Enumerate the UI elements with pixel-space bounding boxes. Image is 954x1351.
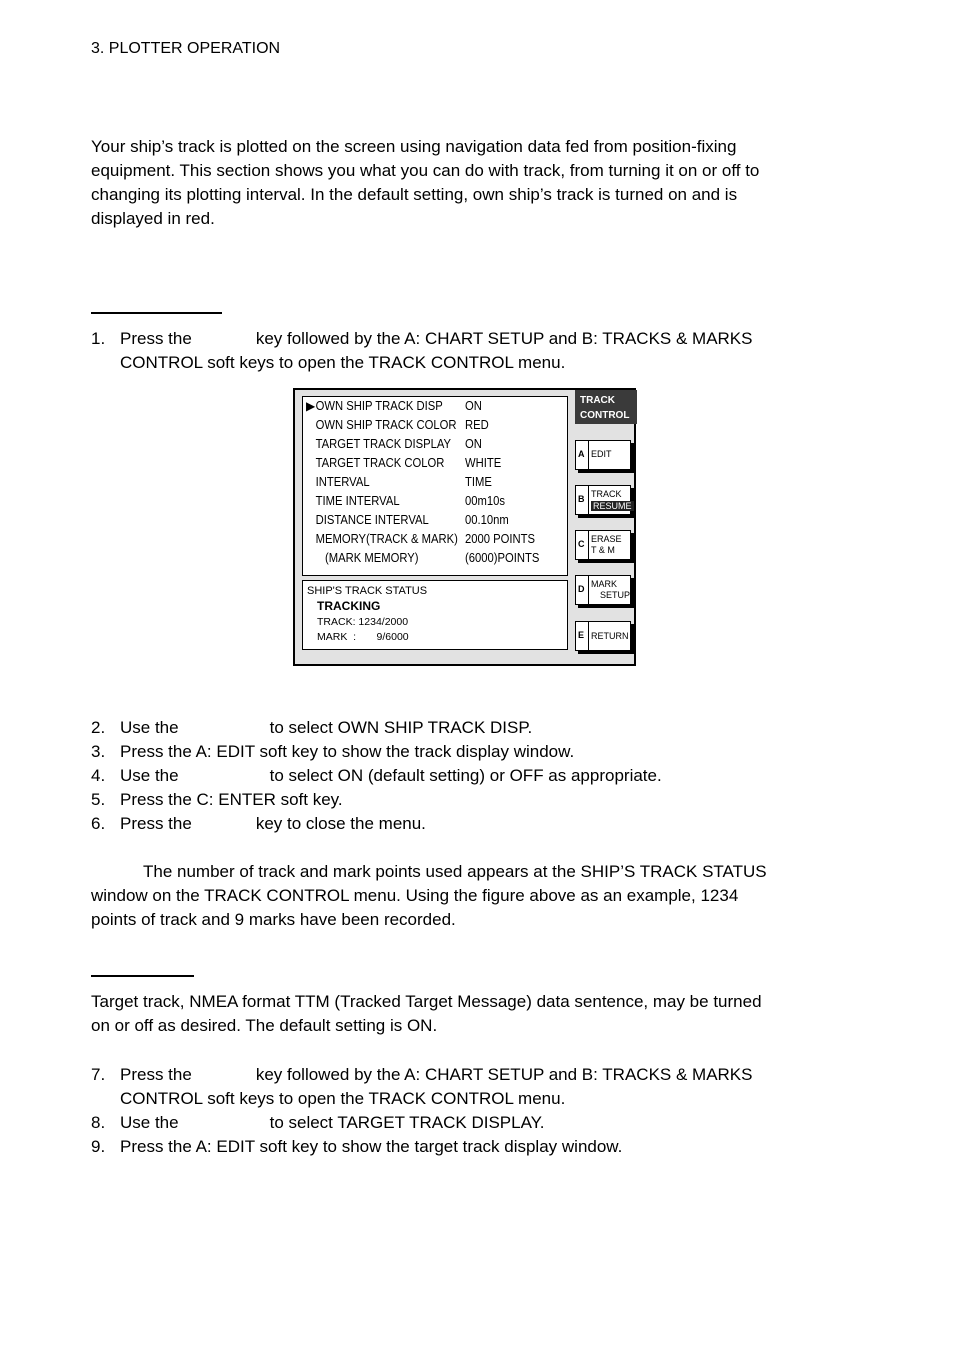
- step-2: 2. Use the to select OWN SHIP TRACK DISP.: [91, 718, 533, 737]
- note-paragraph: [91, 860, 841, 932]
- softkey-b-track-resume[interactable]: B TRACK RESUME: [575, 485, 631, 515]
- intro-line: displayed in red.: [91, 209, 215, 228]
- step-continuation: CONTROL soft keys to open the TRACK CONTROL menu.: [120, 353, 566, 372]
- track-status-panel: [302, 580, 568, 650]
- note-line: points of track and 9 marks have been recorded.: [91, 910, 456, 929]
- step-number: 1.: [91, 329, 106, 348]
- track-control-menu-figure: [293, 388, 636, 666]
- section-header: 3. PLOTTER OPERATION: [91, 40, 281, 57]
- menu-list: ▶ OWN SHIP TRACK DISP ON OWN SHIP TRACK COLOR RED TARGET TRACK DISPLAY ON TARGET TRACK COLOR WHITE INTERVAL TIME TIME INTERVAL 00m10s DISTANCE INTERVAL 00.10nm MEMORY(TRACK & MARK) 2000 POINTS (MARK MEMORY) (6000)POINTS: [302, 396, 568, 576]
- target-line: on or off as desired. The default setting is ON.: [91, 1016, 438, 1035]
- step-1: [91, 327, 851, 375]
- status-track: TRACK: 1234/2000: [317, 616, 409, 628]
- step-8: 8. Use the to select TARGET TRACK DISPLAY.: [91, 1113, 545, 1132]
- intro-line: changing its plotting interval. In the default setting, own ship’s track is turned on and is: [91, 185, 738, 204]
- intro-line: equipment. This section shows you what you can do with track, from turning it on or off to: [91, 161, 760, 180]
- step-text: [120, 327, 752, 351]
- cursor-arrow-icon: ▶: [306, 399, 316, 413]
- step-5: 5. Press the C: ENTER soft key.: [91, 790, 343, 809]
- intro-paragraph: [91, 135, 841, 231]
- softkey-a-edit[interactable]: A EDIT: [575, 440, 631, 470]
- softkey-d-mark-setup[interactable]: D MARK SETUP: [575, 575, 631, 605]
- target-track-paragraph: [91, 990, 851, 1038]
- note-line: The number of track and mark points used appears at the SHIP’S TRACK STATUS: [143, 862, 767, 881]
- step-4: 4. Use the to select ON (default setting) or OFF as appropriate.: [91, 766, 662, 785]
- softkey-e-return[interactable]: E RETURN: [575, 621, 631, 651]
- note-line: window on the TRACK CONTROL menu. Using the figure above as an example, 1234: [91, 886, 739, 905]
- step-7: 7. Press the key followed by the A: CHART SETUP and B: TRACKS & MARKS CONTROL soft keys to open the TRACK CONTROL menu.: [91, 1065, 753, 1108]
- status-title: SHIP'S TRACK STATUS: [307, 585, 428, 597]
- status-state: TRACKING: [317, 599, 381, 613]
- status-mark: MARK : 9/6000: [317, 631, 409, 643]
- resume-badge: RESUME: [593, 501, 632, 511]
- step-3: 3. Press the A: EDIT soft key to show the track display window.: [91, 742, 575, 761]
- intro-line: Your ship’s track is plotted on the screen using navigation data fed from position-fixing: [91, 137, 737, 156]
- step-6: 6. Press the key to close the menu.: [91, 814, 426, 833]
- target-line: Target track, NMEA format TTM (Tracked Target Message) data sentence, may be turned: [91, 992, 762, 1011]
- step-post: key followed by the A: CHART SETUP and B: TRACKS & MARKS: [255, 329, 753, 348]
- heading-rule: [91, 975, 194, 977]
- menu-title: TRACK CONTROL: [575, 390, 637, 424]
- heading-rule: [91, 312, 222, 314]
- step-pre: Press the: [120, 329, 192, 348]
- softkey-c-erase[interactable]: C ERASE T & M: [575, 530, 631, 560]
- step-9: 9. Press the A: EDIT soft key to show the target track display window.: [91, 1137, 623, 1156]
